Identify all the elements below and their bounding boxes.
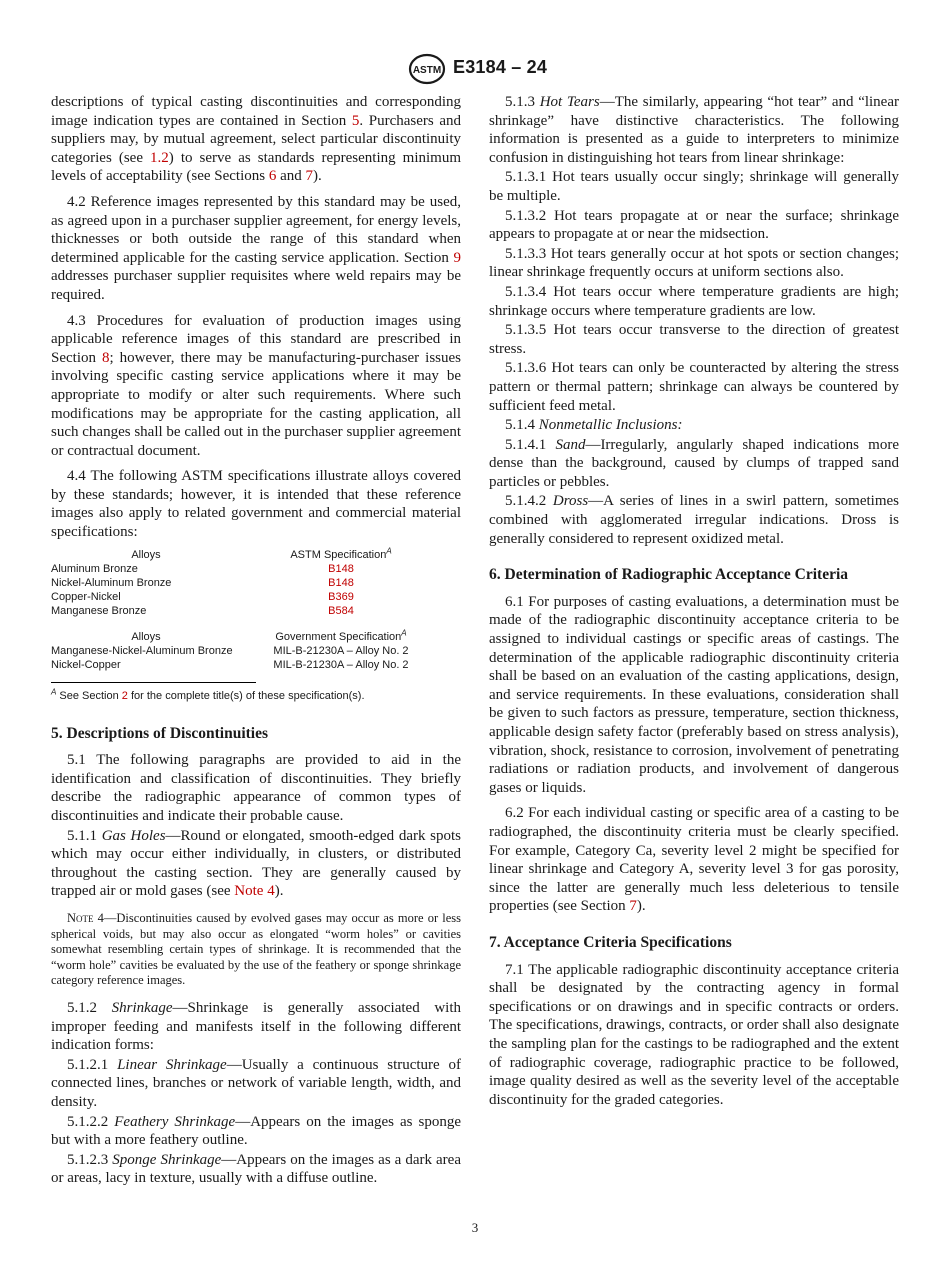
paragraph-5-1-3-4: 5.1.3.4 Hot tears occur where temperature gradients are high; shrinkage occurs where temperature gradients are low. <box>489 283 899 319</box>
paragraph-4-2: 4.2 Reference images represented by this standard may be used, as agreed upon in a purchaser supplier agreement, for energy levels, thicknesses or both outside the range of this standard when determined applicable for the casting service application. Section 9 addresses purchaser supplier requisites where weld repairs may be required. <box>51 193 461 303</box>
spec-cell: MIL-B-21230A – Alloy No. 2 <box>273 658 409 671</box>
column-header-alloys: Alloys <box>131 630 161 643</box>
section-7-link[interactable]: 7 <box>629 898 637 915</box>
paragraph-6-2: 6.2 For each individual casting or specific area of a casting to be radiographed, the discontinuity criteria must be clearly specified. For example, Category Ca, severity level 2 might be specified for linear shrinkage and Category A, severity level 3 for gas porosity, since the latter are generally much less deleterious to tensile properties (see Section 7). <box>489 805 899 915</box>
column-header-government-spec: Government Specification$^A$ <box>275 628 407 643</box>
column-header-alloys: Alloys <box>131 548 161 561</box>
paragraph-5-1-4-1: 5.1.4.1 Sand—Irregularly, angularly shaped indications more dense than the background, caused by clumps of trapped sand particles or pebbles. <box>489 436 899 490</box>
section-heading-6: 6. Determination of Radiographic Acceptance Criteria <box>489 566 849 584</box>
footnote-divider <box>51 682 256 683</box>
note-4: Note 4—Discontinuities caused by evolved gases may occur as more or less spherical voids, but may also occur as elongated “worm holes” or cavities somewhat resembling certain types of shrinkage. It is recommended that the “worm hole” cavities be evaluated by the use of the feathery or sponge shrinkage category reference images. <box>51 911 461 988</box>
table-row <box>51 658 441 672</box>
section-2-link[interactable]: 2 <box>121 689 128 702</box>
alloy-cell: Aluminum Bronze <box>51 562 138 575</box>
paragraph-7-1: 7.1 The applicable radiographic discontinuity acceptance criteria shall be designated by the contracting agency in formal specifications or on drawings and in specific contracts or orders. The specifications, drawings, contracts, or order shall also designate the sampling plan for the castings to be radiographed and the extent of radiographic coverage, radiographic practice to be followed, image quality desired as well as the severity level of the acceptable discontinuity for the graded categories. <box>489 961 899 1108</box>
government-spec-table <box>51 630 441 672</box>
note-4-link[interactable]: Note 4 <box>234 883 275 900</box>
table-footnote: $^A$ See Section 2 for the complete title(s) of these specification(s). <box>51 687 365 702</box>
alloy-cell: Manganese-Nickel-Aluminum Bronze <box>51 644 233 657</box>
table-row <box>51 644 441 658</box>
spec-cell: MIL-B-21230A – Alloy No. 2 <box>273 644 409 657</box>
page-header <box>0 53 950 87</box>
paragraph-6-1: 6.1 For purposes of casting evaluations, a determination must be made of the radiographic discontinuity acceptance criteria to be assigned to individual castings or specific areas of castings. The determination of the applicable radiographic discontinuity criteria shall be based on an evaluation of the casting applications, design, and service requirements. In these evaluations, consideration shall be given to such factors as pressure, temperature, section thickness, applicable design safety factor (preferably based on stress analysis), vibration, shock, resistance to corrosion, involvement of penetrating radiations or radiation products, and involvement of dangerous gases or liquids. <box>489 593 899 796</box>
paragraph-4-3: 4.3 Procedures for evaluation of production images using applicable reference images of this standard are prescribed in Section 8; however, there may be manufacturing-purchaser issues involving specific casting service applications where it may be appropriate to modify or alter such requirements. Where such modifications may be appropriate for the casting application, all such changes shall be called out in the purchaser supplier agreement or contractual document. <box>51 312 461 459</box>
column-header-astm-spec: ASTM Specification$^A$ <box>290 546 392 561</box>
paragraph-5-1-3-5: 5.1.3.5 Hot tears occur transverse to the direction of greatest stress. <box>489 322 899 357</box>
paragraph-5-1-2: 5.1.2 Shrinkage—Shrinkage is generally associated with improper feeding and manifests itself in the following different indication forms: <box>51 999 462 1054</box>
alloy-cell: Copper-Nickel <box>51 590 121 603</box>
spec-link-b148[interactable]: B148 <box>328 562 354 575</box>
paragraph-5-1-3-3: 5.1.3.3 Hot tears generally occur at hot spots or section changes; linear shrinkage frequently occurs at uniform sections also. <box>489 245 899 281</box>
paragraph-5-1-3-2: 5.1.3.2 Hot tears propagate at or near the surface; shrinkage appears to propagate at or near the midsection. <box>489 207 899 243</box>
table-header-row <box>51 548 441 562</box>
left-column <box>51 93 461 1189</box>
section-5-link[interactable]: 5 <box>351 112 360 129</box>
alloy-cell: Manganese Bronze <box>51 604 147 617</box>
paragraph-5-1-2-3: 5.1.2.3 Sponge Shrinkage—Appears on the images as a dark area or areas, lacy in texture, usually with a diffuse outline. <box>51 1151 461 1187</box>
spec-link-b369[interactable]: B369 <box>328 590 354 603</box>
svg-text:ASTM: ASTM <box>412 65 442 76</box>
table-row <box>51 604 441 618</box>
paragraph-5-1-3-6: 5.1.3.6 Hot tears can only be counteracted by altering the stress pattern or thermal pattern; shrinkage can always be countered by sufficient feed metal. <box>489 360 899 414</box>
section-7-link[interactable]: 7 <box>305 168 314 185</box>
table-row <box>51 576 441 590</box>
paragraph-4-1-continued: descriptions of typical casting discontinuities and corresponding image indication types are contained in Section 5. Purchasers and suppliers may, by mutual agreement, select particular discontinuity categories (see 1.2) to serve as standards representing minimum levels of acceptability (see Sections 6 and 7). <box>51 94 462 185</box>
section-heading-5: 5. Descriptions of Discontinuities <box>51 724 268 742</box>
section-9-link[interactable]: 9 <box>453 249 461 266</box>
right-column <box>489 93 899 1116</box>
standard-designation: E3184 – 24 <box>453 57 548 77</box>
section-heading-7: 7. Acceptance Criteria Specifications <box>489 933 732 951</box>
table-row <box>51 590 441 604</box>
paragraph-5-1-1: 5.1.1 Gas Holes—Round or elongated, smooth-edged dark spots which may occur either individually, in clusters, or distributed throughout the casting section. They are generally caused by trapped air or mold gases (see Note 4). <box>51 827 461 900</box>
paragraph-5-1-3: 5.1.3 Hot Tears—The similarly, appearing “hot tear” and “linear shrinkage” have distinctive characteristics. The following information is presented as a guide to interpreters to minimize confusion in distinguishing hot tears from linear shrinkage: <box>489 94 899 166</box>
page-number: 3 <box>471 1220 479 1235</box>
paragraph-4-4: 4.4 The following ASTM specifications illustrate alloys covered by these standards; however, it is intended that these reference images also apply to related government and commercial material specifications: <box>51 468 461 541</box>
table-row <box>51 562 441 576</box>
alloy-cell: Nickel-Aluminum Bronze <box>51 576 172 589</box>
table-header-row <box>51 630 441 644</box>
paragraph-5-1: 5.1 The following paragraphs are provided to aid in the identification and classification of discontinuities. They briefly describe the radiographic appearance of common types of discontinuities and indicate their probable cause. <box>51 752 461 825</box>
paragraph-5-1-2-1: 5.1.2.1 Linear Shrinkage—Usually a continuous structure of connected lines, branches or network of variable length, width, and density. <box>51 1056 462 1110</box>
spec-link-b148[interactable]: B148 <box>328 576 354 589</box>
paragraph-5-1-2-2: 5.1.2.2 Feathery Shrinkage—Appears on the images as sponge but with a more feathery outline. <box>51 1113 461 1149</box>
astm-spec-table <box>51 548 441 618</box>
spec-link-b584[interactable]: B584 <box>328 604 354 617</box>
paragraph-5-1-4-2: 5.1.4.2 Dross—A series of lines in a swirl pattern, sometimes combined with agglomerated irregular indications. Dross is generally considered to represent oxidized metal. <box>489 493 899 547</box>
section-1-2-link[interactable]: 1.2 <box>150 149 169 166</box>
alloy-cell: Nickel-Copper <box>51 658 121 671</box>
paragraph-5-1-4: 5.1.4 Nonmetallic Inclusions: <box>505 417 683 434</box>
paragraph-5-1-3-1: 5.1.3.1 Hot tears usually occur singly; shrinkage will generally be multiple. <box>489 169 899 204</box>
astm-logo-icon <box>408 53 446 85</box>
section-8-link[interactable]: 8 <box>102 349 110 366</box>
section-6-link[interactable]: 6 <box>268 168 277 185</box>
